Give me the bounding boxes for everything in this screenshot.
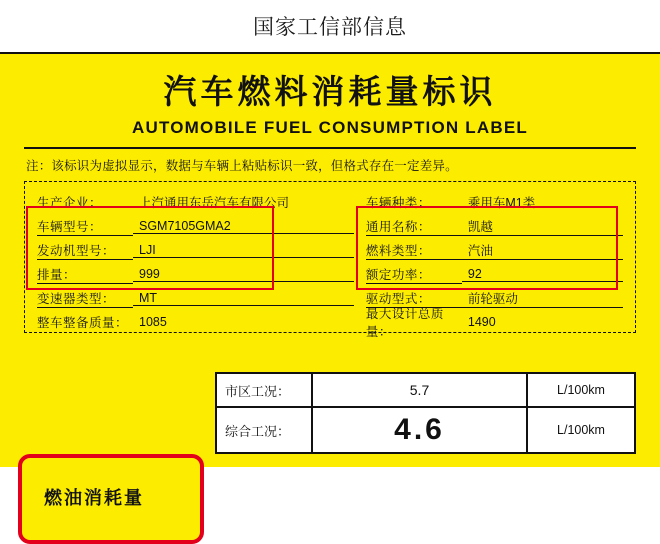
info-value-manufacturer: 上汽通用东岳汽车有限公司	[139, 196, 290, 210]
fuel-consumption-badge	[18, 454, 204, 521]
title-divider	[24, 147, 636, 149]
info-key-model: 车辆型号：	[37, 217, 133, 236]
vehicle-info-left-column	[31, 190, 360, 330]
info-key-transmission: 变速器类型：	[37, 289, 133, 308]
label-sheet	[0, 52, 660, 508]
info-value-vehicle-category: 乘用车M1类	[467, 196, 536, 210]
info-row-displacement	[37, 262, 354, 286]
fuel-badge-label: 燃油消耗量	[44, 488, 144, 508]
info-value-transmission: MT	[133, 291, 354, 306]
table-row	[217, 374, 634, 408]
info-row-curb-weight	[37, 310, 354, 334]
info-value-rated-power: 92	[462, 267, 623, 282]
consumption-value-combined: 4.6	[313, 408, 528, 452]
info-row-model	[37, 214, 354, 238]
info-value-fuel-type: 汽油	[462, 241, 623, 260]
info-row-common-name	[366, 214, 623, 238]
info-row-max-mass	[365, 307, 623, 339]
info-value-max-mass: 1490	[467, 315, 496, 329]
info-key-manufacturer: 生产企业：	[37, 196, 103, 210]
info-key-curb-weight: 整车整备质量：	[37, 316, 129, 330]
info-value-curb-weight: 1085	[139, 315, 167, 329]
info-key-max-mass: 最大设计总质量：	[365, 307, 444, 339]
info-row-transmission	[37, 286, 354, 310]
consumption-unit-combined: L/100km	[557, 423, 605, 437]
table-row	[217, 408, 634, 454]
vehicle-info-box	[24, 181, 636, 339]
info-key-displacement: 排量：	[37, 265, 133, 284]
info-value-displacement: 999	[133, 267, 354, 282]
info-key-common-name: 通用名称：	[366, 217, 462, 236]
label-note: 注：该标识为虚拟显示，数据与车辆上粘贴标识一致，但格式存在一定差异。	[26, 159, 458, 174]
info-key-drive-type: 驱动型式：	[366, 289, 462, 308]
info-row-rated-power	[366, 262, 623, 286]
label-main-title: 汽车燃料消耗量标识	[163, 73, 497, 110]
label-sub-title: AUTOMOBILE FUEL CONSUMPTION LABEL	[132, 118, 528, 138]
info-row-manufacturer	[37, 190, 354, 214]
info-key-rated-power: 额定功率：	[366, 265, 462, 284]
vehicle-info-right-column	[360, 190, 629, 339]
info-value-engine-model: LJI	[133, 243, 354, 258]
info-key-engine-model: 发动机型号：	[37, 241, 133, 260]
info-value-common-name: 凯越	[462, 217, 623, 236]
info-row-engine-model	[37, 238, 354, 262]
info-row-vehicle-category	[366, 190, 623, 214]
consumption-label-combined: 综合工况：	[217, 408, 313, 452]
info-value-drive-type: 前轮驱动	[462, 289, 623, 308]
consumption-label-urban: 市区工况：	[217, 374, 313, 406]
page-title: 国家工信部信息	[253, 16, 407, 39]
info-row-fuel-type	[366, 238, 623, 262]
info-key-vehicle-category: 车辆种类：	[365, 196, 431, 210]
consumption-table	[215, 372, 636, 454]
info-value-model: SGM7105GMA2	[133, 219, 354, 234]
consumption-value-urban: 5.7	[313, 374, 528, 406]
consumption-unit-urban: L/100km	[557, 383, 605, 397]
info-key-fuel-type: 燃料类型：	[366, 241, 462, 260]
